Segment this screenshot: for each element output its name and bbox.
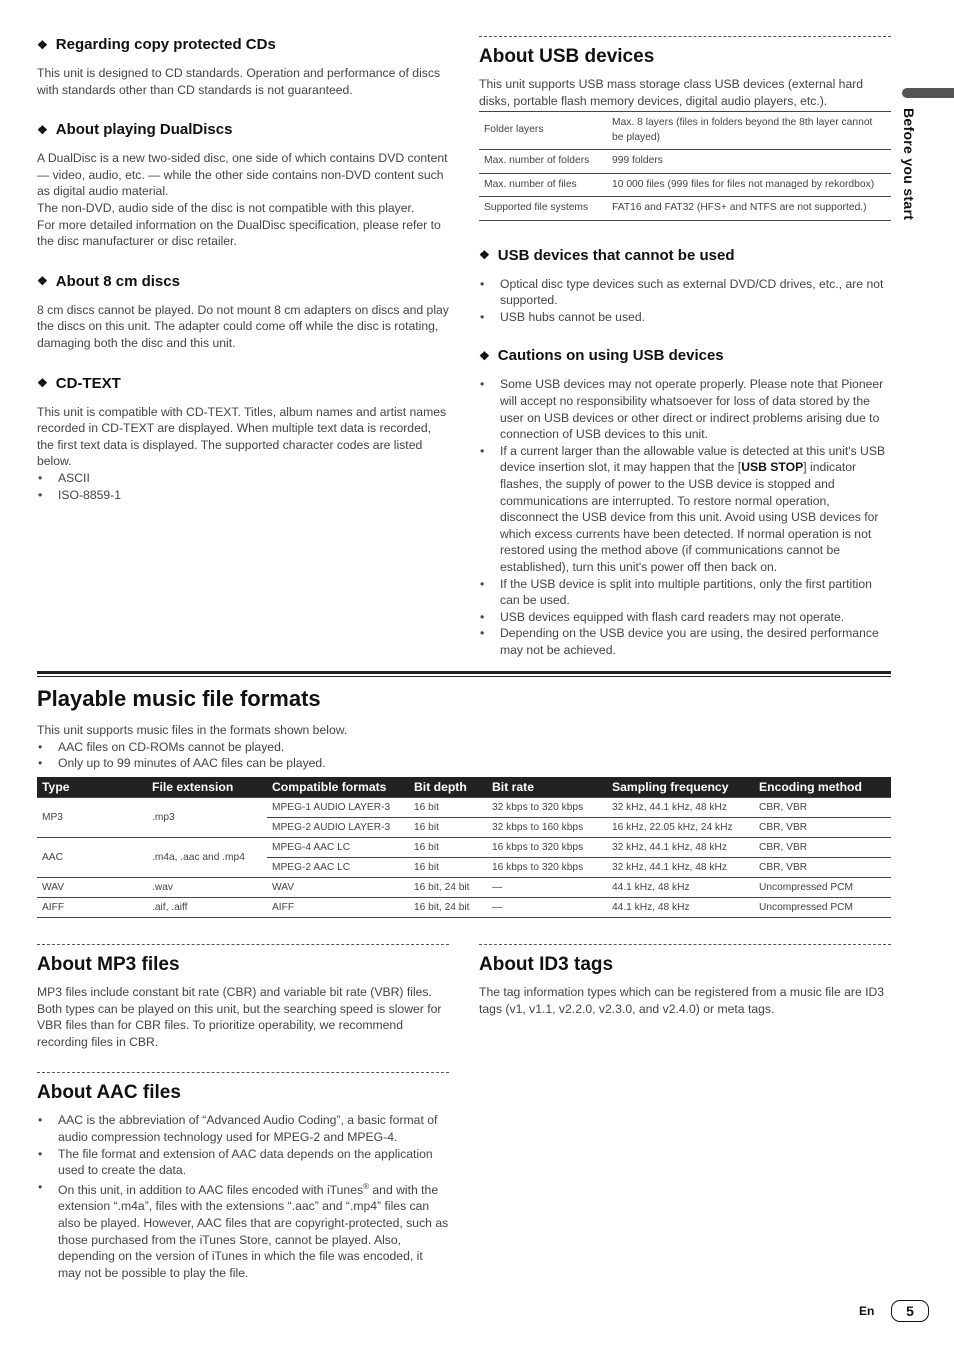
formats-section <box>37 671 891 918</box>
right-column-bottom <box>479 944 891 1017</box>
section-divider <box>37 671 891 674</box>
table-row: AAC .m4a, .aac and .mp4 MPEG-4 AAC LC 16 bit 16 kbps to 320 kbps 32 kHz, 44.1 kHz, 48 kHz CBR, VBR <box>37 837 891 857</box>
list-item: • ASCII <box>38 470 90 485</box>
table-row: MPEG-2 AUDIO LAYER-3 16 bit 32 kbps to 160 kbps 16 kHz, 22.05 kHz, 24 kHz CBR, VBR <box>37 817 891 837</box>
diamond-icon: ❖ <box>37 37 48 52</box>
table-row: Max. number of folders 999 folders <box>479 150 891 174</box>
dualdisc-heading: ❖ About playing DualDiscs <box>37 121 233 139</box>
mp3-text: MP3 files include constant bit rate (CBR) and variable bit rate (VBR) files. Both types can be played on this unit, but the searching speed is slower for VBR files than for CBR files. To prioritize operability, we recommend recording files in CBR. <box>37 985 442 1049</box>
list-item: • USB hubs cannot be used. <box>480 309 645 324</box>
list-item: • On this unit, in addition to AAC files encoded with iTunes® and with the extension “.m4a”, files with the extensions “.aac” and “.mp4” files can also be played. However, AAC files that are copyright-protected, such as those purchased from the iTunes Store, cannot be played. Also, depending on the version of iTunes in which the file was encoded, it may not be possible to play the file. <box>38 1179 449 1280</box>
8cm-heading: ❖ About 8 cm discs <box>37 272 180 290</box>
list-item: • Some USB devices may not operate properly. Please note that Pioneer will accept no responsibility whatsoever for loss of data stored by the user on USB devices or other direct or indirect problems arising due to connection of USB devices to this unit. <box>480 377 884 442</box>
dualdisc-text-1: A DualDisc is a new two-sided disc, one side of which contains DVD content — video, audio, etc. — while the other side contains non-DVD content such as digital audio material. <box>37 151 448 199</box>
diamond-icon: ❖ <box>37 122 48 137</box>
cdtext-text: This unit is compatible with CD-TEXT. Titles, album names and artist names recorded in CD-TEXT are displayed. When multiple text data is recorded, the first text data is displayed. The supported character codes are listed below. <box>37 404 447 469</box>
aac-list <box>37 1112 449 1281</box>
usb-stop-label: USB STOP <box>741 460 804 475</box>
table-row: AIFF .aif, .aiff AIFF 16 bit, 24 bit — 44.1 kHz, 48 kHz Uncompressed PCM <box>37 897 891 917</box>
usb-caution-heading: ❖ Cautions on using USB devices <box>479 347 724 365</box>
list-item: • USB devices equipped with flash card readers may not operate. <box>480 609 845 624</box>
list-item: • AAC files on CD-ROMs cannot be played. <box>38 739 285 754</box>
diamond-icon: ❖ <box>479 248 490 263</box>
list-item: • If the USB device is split into multiple partitions, only the first partition can be used. <box>480 576 872 608</box>
list-item: • If a current larger than the allowable value is detected at this unit's USB device insertion slot, it may happen that the [USB STOP] indicator flashes, the supply of power to the USB device is stopped and communications are interrupted. To restore normal operation, disconnect the USB device from this unit. Avoid using USB devices for which excess currents have been detected. If normal operation is not restored using the method above (if communications cannot be established), turn this unit's power off then back on. <box>480 443 886 574</box>
usb-spec-table <box>479 111 891 221</box>
id3-text: The tag information types which can be registered from a music file are ID3 tags (v1, v1.1, v2.2.0, v2.3.0, and v2.4.0) or meta tags. <box>479 985 885 1016</box>
dualdisc-text-3: For more detailed information on the DualDisc specification, please refer to the disc manufacturer or disc retailer. <box>37 217 441 249</box>
table-row: MPEG-2 AAC LC 16 bit 16 kbps to 320 kbps 32 kHz, 44.1 kHz, 48 kHz CBR, VBR <box>37 857 891 877</box>
formats-intro: This unit supports music files in the formats shown below. <box>37 723 348 737</box>
formats-title: Playable music file formats <box>37 686 321 711</box>
page-number: 5 <box>891 1300 929 1322</box>
list-item: • The file format and extension of AAC data depends on the application used to create the data. <box>38 1146 433 1178</box>
table-row: WAV .wav WAV 16 bit, 24 bit — 44.1 kHz, 48 kHz Uncompressed PCM <box>37 877 891 897</box>
left-column-bottom <box>37 944 449 1281</box>
table-row: MP3 .mp3 MPEG-1 AUDIO LAYER-3 16 bit 32 kbps to 320 kbps 32 kHz, 44.1 kHz, 48 kHz CBR, VBR <box>37 797 891 817</box>
table-header-row: Type File extension Compatible formats Bit depth Bit rate Sampling frequency Encoding method <box>37 777 891 798</box>
8cm-text: 8 cm discs cannot be played. Do not mount 8 cm adapters on discs and play the discs on this unit. The adapter could come off while the disc is rotating, damaging both the disc and this unit. <box>37 302 449 350</box>
copy-protected-heading: ❖ Regarding copy protected CDs <box>37 36 276 53</box>
usb-cannot-heading: ❖ USB devices that cannot be used <box>479 246 735 264</box>
side-section-label: Before you start <box>901 108 917 221</box>
aac-heading: About AAC files <box>37 1082 181 1104</box>
list-item: • AAC is the abbreviation of “Advanced Audio Coding”, a basic format of audio compression technology used for MPEG-2 and MPEG-4. <box>38 1113 438 1144</box>
diamond-icon: ❖ <box>37 274 48 289</box>
list-item: • Only up to 99 minutes of AAC files can be played. <box>38 756 326 771</box>
registered-mark: ® <box>363 1181 369 1191</box>
list-item: • ISO-8859-1 <box>38 487 122 502</box>
charset-list <box>37 470 449 503</box>
mp3-heading: About MP3 files <box>37 954 180 975</box>
formats-table <box>37 777 891 918</box>
list-item: • Depending on the USB device you are using, the desired performance may not be achieved. <box>480 626 879 657</box>
left-column-top <box>37 36 449 503</box>
diamond-icon: ❖ <box>479 348 490 363</box>
language-label: En <box>859 1304 875 1318</box>
copy-protected-text: This unit is designed to CD standards. Operation and performance of discs with standards other than CD standards is not guaranteed. <box>37 66 441 97</box>
table-row: Supported file systems FAT16 and FAT32 (HFS+ and NTFS are not supported.) <box>479 197 891 221</box>
formats-notes <box>37 739 891 772</box>
right-column-top <box>479 36 891 659</box>
usb-heading: About USB devices <box>479 46 655 67</box>
usb-caution-list <box>479 376 891 658</box>
usb-cannot-list <box>479 276 891 326</box>
usb-text: This unit supports USB mass storage class USB devices (external hard disks, portable flash memory devices, digital audio players, etc.). <box>479 77 864 108</box>
side-tab-marker <box>902 88 954 98</box>
cdtext-heading: ❖ CD-TEXT <box>37 374 121 392</box>
dualdisc-text-2: The non-DVD, audio side of the disc is not compatible with this player. <box>37 200 415 215</box>
list-item: • Optical disc type devices such as external DVD/CD drives, etc., are not supported. <box>480 276 884 308</box>
table-row: Folder layers Max. 8 layers (files in folders beyond the 8th layer cannot be played) <box>479 112 891 150</box>
table-row: Max. number of files 10 000 files (999 files for files not managed by rekordbox) <box>479 173 891 197</box>
id3-heading: About ID3 tags <box>479 954 614 975</box>
diamond-icon: ❖ <box>37 376 48 391</box>
